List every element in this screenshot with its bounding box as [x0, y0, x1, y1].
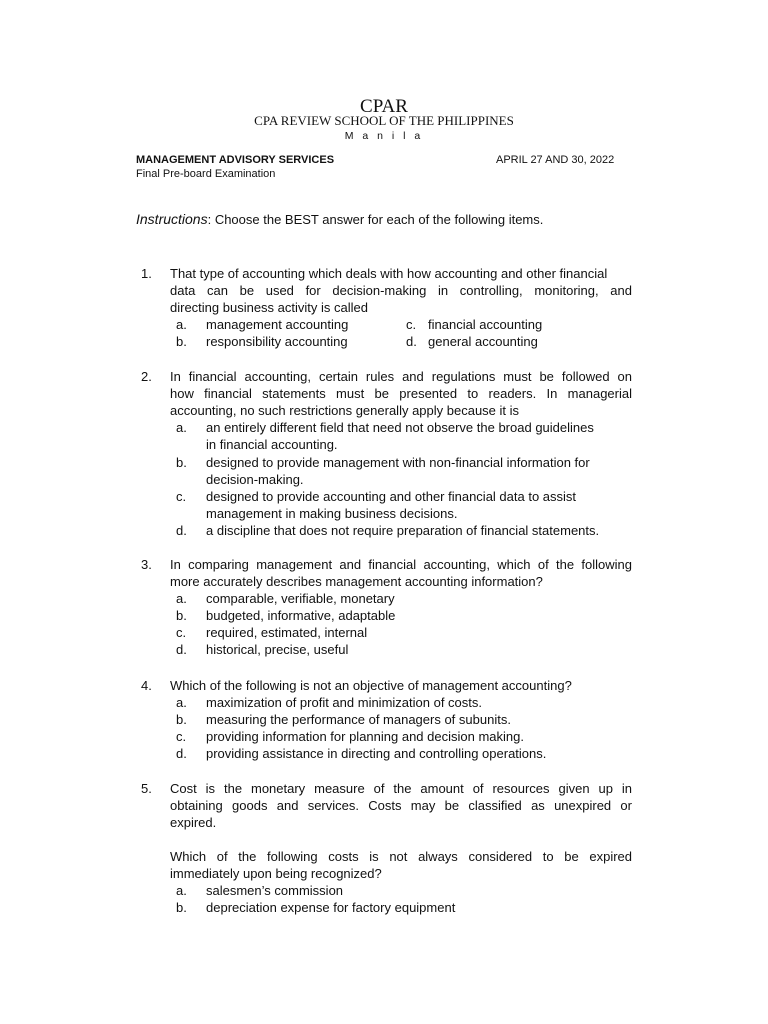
exam-type: Final Pre-board Examination	[136, 168, 276, 180]
option-text: providing assistance in directing and controlling operations.	[206, 746, 547, 761]
option-text: required, estimated, internal	[206, 625, 368, 640]
option-text: general accounting	[428, 334, 538, 349]
city-name: M a n i l a	[344, 130, 424, 142]
option-text: in financial accounting.	[206, 437, 338, 452]
option-text: financial accounting	[428, 317, 543, 332]
option-text: salesmen’s commission	[206, 883, 344, 898]
option-text: a discipline that does not require preparation of financial statements.	[206, 523, 600, 538]
question-number: 5.	[141, 781, 152, 796]
option-letter: a.	[176, 317, 187, 332]
question-text-line: expired.	[170, 815, 217, 830]
question-text-line: more accurately describes management accounting information?	[170, 574, 543, 589]
option-letter: b.	[176, 712, 187, 727]
option-text: budgeted, informative, adaptable	[206, 608, 396, 623]
option-letter: d.	[406, 334, 417, 349]
option-text: measuring the performance of managers of subunits.	[206, 712, 511, 727]
option-letter: d.	[176, 746, 187, 761]
question-text-line: That type of accounting which deals with how accounting and other financial	[170, 266, 608, 281]
option-letter: a.	[176, 883, 187, 898]
question-text-line: In comparing management and financial accounting, which of the following	[170, 557, 632, 572]
option-text: an entirely different field that need not observe the broad guidelines	[206, 420, 594, 435]
option-text: comparable, verifiable, monetary	[206, 591, 395, 606]
option-letter: a.	[176, 591, 187, 606]
instructions-label: Instructions	[136, 211, 208, 227]
question-text-line: In financial accounting, certain rules and regulations must be followed on	[170, 369, 632, 384]
option-letter: c.	[176, 489, 187, 504]
option-letter: c.	[406, 317, 417, 332]
option-text: designed to provide accounting and other financial data to assist	[206, 489, 577, 504]
option-letter: b.	[176, 900, 187, 915]
instructions-text: : Choose the BEST answer for each of the following items.	[207, 212, 544, 227]
exam-date: APRIL 27 AND 30, 2022	[496, 154, 615, 166]
question-text-line: immediately upon being recognized?	[170, 866, 382, 881]
question-text-line: Which of the following costs is not always considered to be expired	[170, 849, 632, 864]
option-letter: b.	[176, 608, 187, 623]
option-letter: d.	[176, 642, 187, 657]
option-text: providing information for planning and decision making.	[206, 729, 524, 744]
option-text: management in making business decisions.	[206, 506, 458, 521]
option-text: maximization of profit and minimization of costs.	[206, 695, 482, 710]
question-number: 3.	[141, 557, 152, 572]
option-text: responsibility accounting	[206, 334, 348, 349]
option-letter: a.	[176, 695, 187, 710]
question-text-line: accounting, no such restrictions generally apply because it is	[170, 403, 520, 418]
option-text: decision-making.	[206, 472, 304, 487]
subject-heading: MANAGEMENT ADVISORY SERVICES	[136, 154, 335, 166]
document-title: CPAR	[360, 96, 408, 117]
question-text-line: directing business activity is called	[170, 300, 368, 315]
option-letter: b.	[176, 455, 187, 470]
question-text-line: Which of the following is not an objective of management accounting?	[170, 678, 572, 693]
option-letter: b.	[176, 334, 187, 349]
question-text-line: Cost is the monetary measure of the amount of resources given up in	[170, 781, 632, 796]
question-text-line: how financial statements must be presented to readers. In managerial	[170, 386, 632, 401]
instructions	[136, 211, 543, 227]
option-letter: a.	[176, 420, 187, 435]
option-letter: c.	[176, 625, 187, 640]
question-number: 2.	[141, 369, 152, 384]
option-text: management accounting	[206, 317, 349, 332]
option-text: historical, precise, useful	[206, 642, 349, 657]
question-text-line: data can be used for decision-making in controlling, monitoring, and	[170, 283, 632, 298]
question-number: 1.	[141, 266, 152, 281]
option-letter: d.	[176, 523, 187, 538]
school-name: CPA REVIEW SCHOOL OF THE PHILIPPINES	[254, 113, 514, 128]
option-text: depreciation expense for factory equipment	[206, 900, 456, 915]
option-text: designed to provide management with non-financial information for	[206, 455, 590, 470]
option-letter: c.	[176, 729, 187, 744]
question-text-line: obtaining goods and services. Costs may be classified as unexpired or	[170, 798, 632, 813]
question-number: 4.	[141, 678, 152, 693]
